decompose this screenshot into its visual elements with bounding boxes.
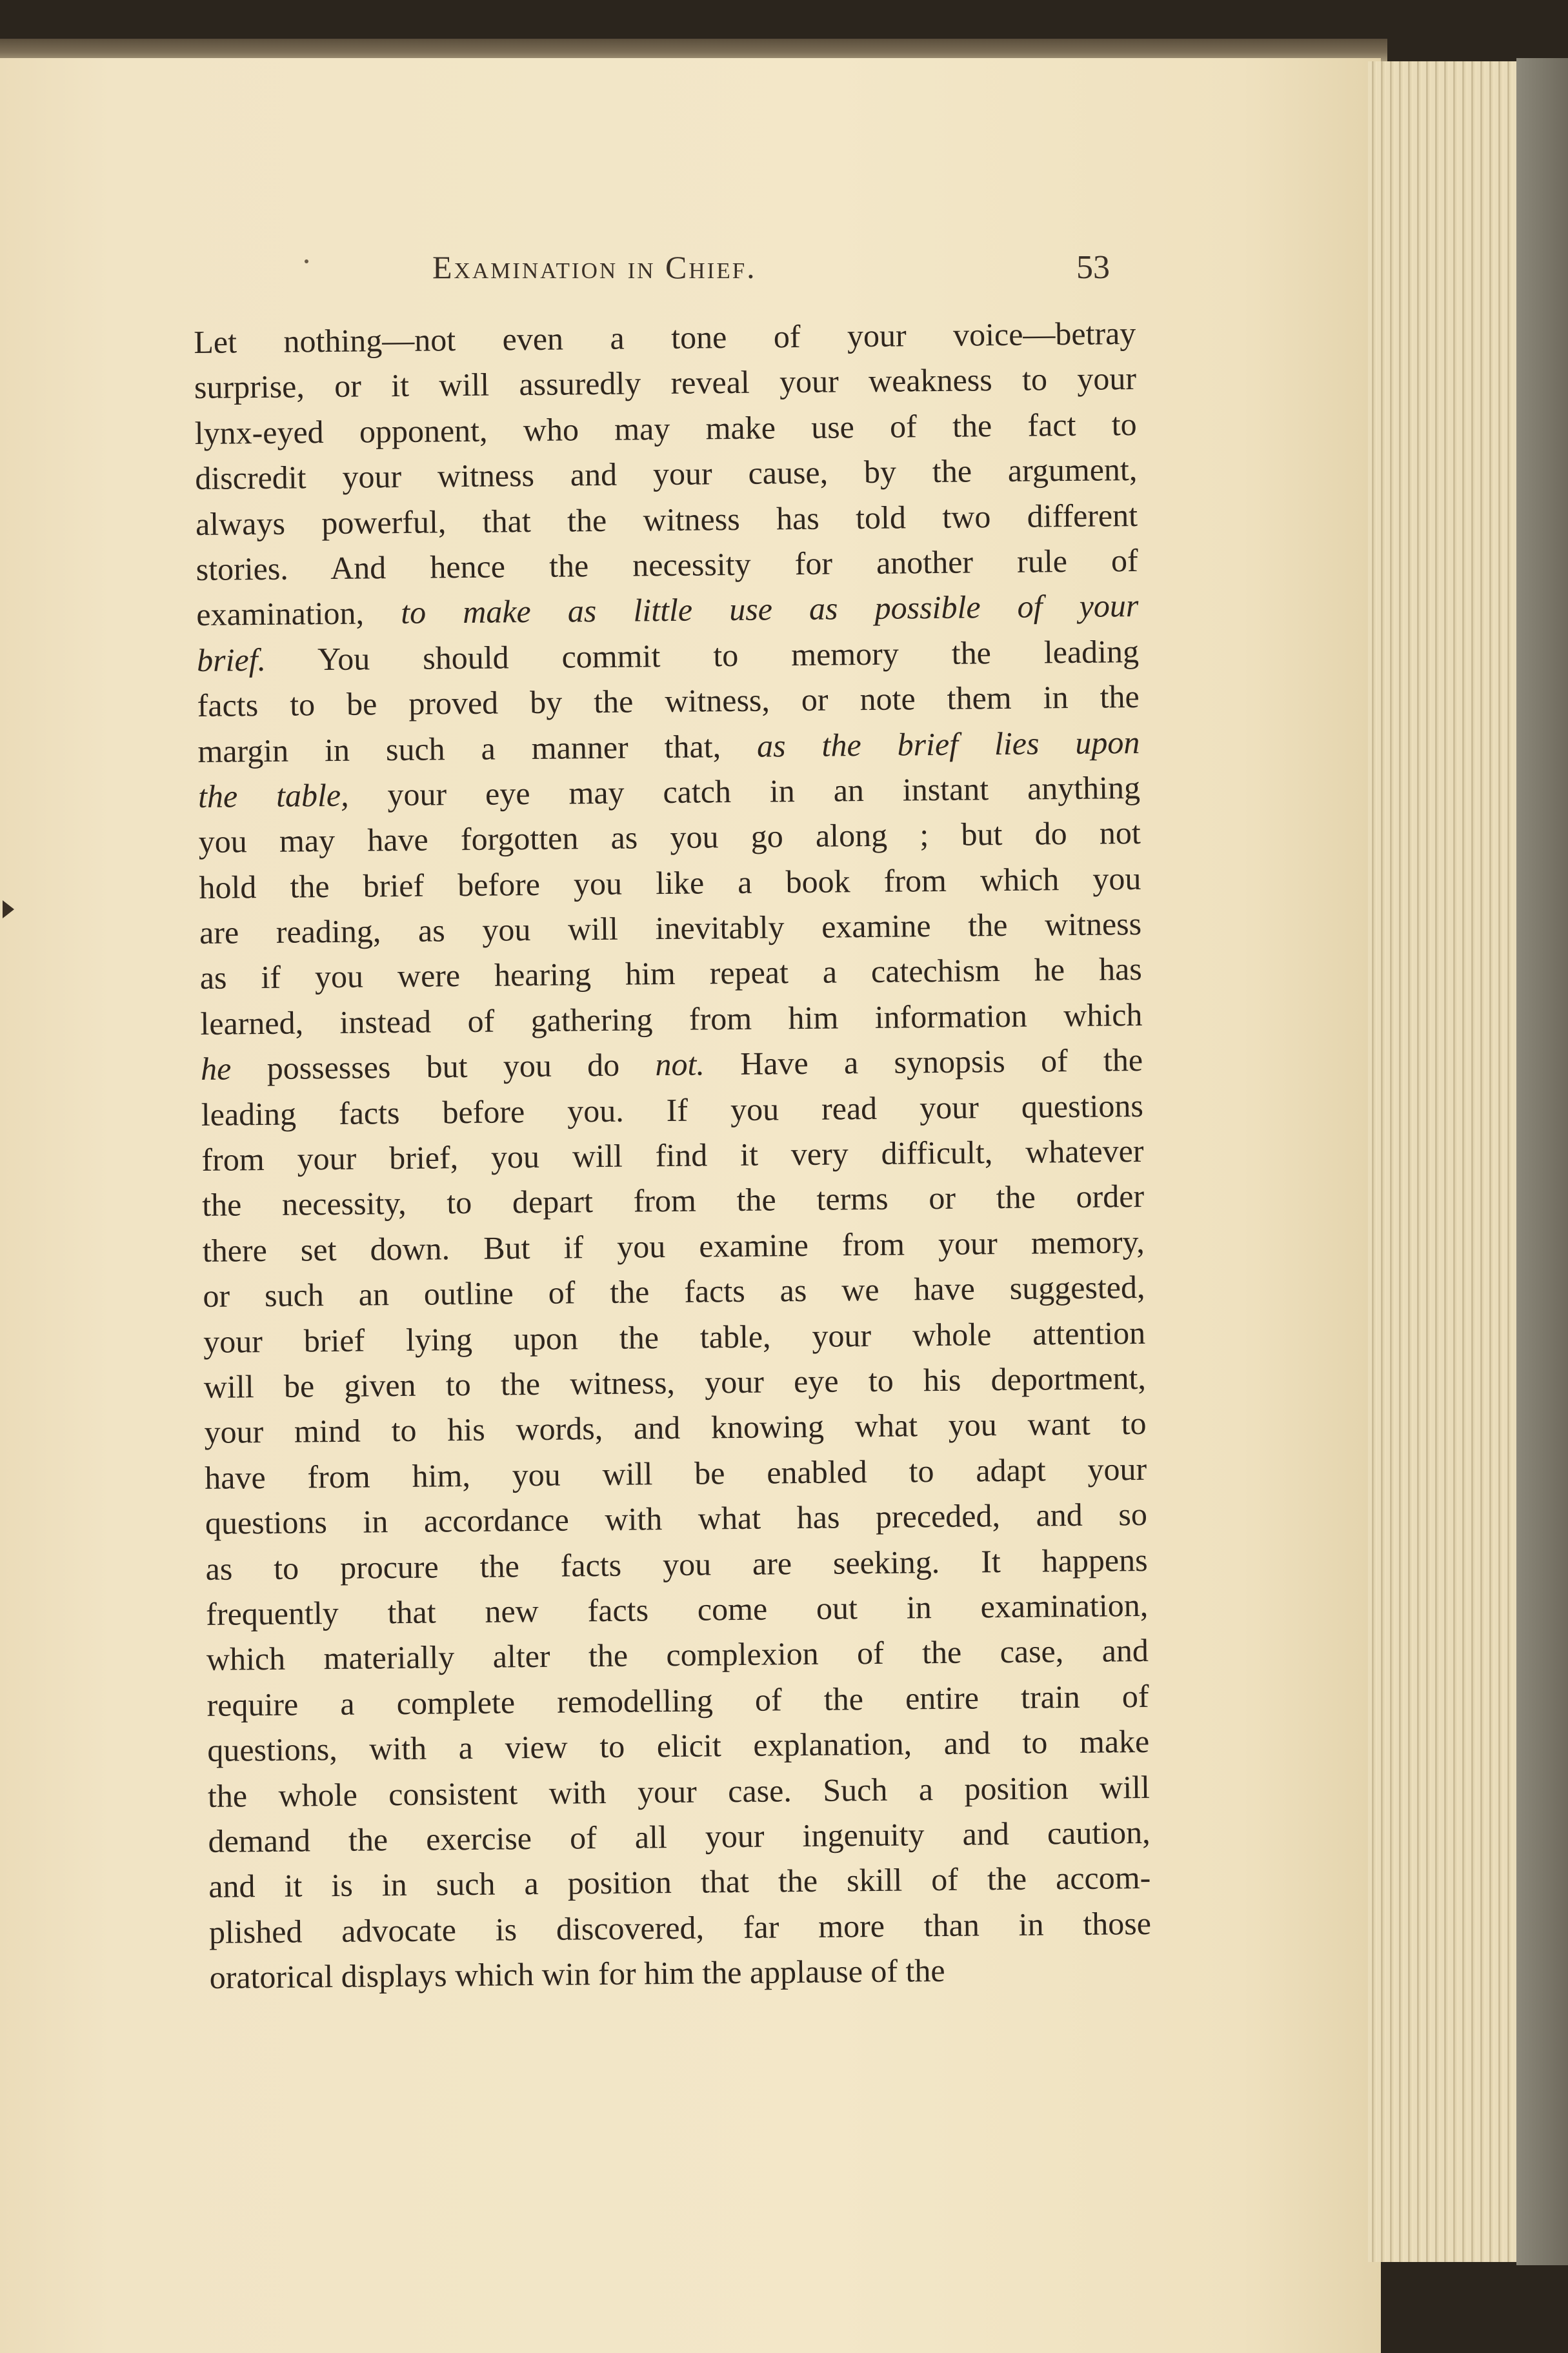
running-head: Examination in Chief.	[432, 249, 757, 285]
text-run: frequently that new facts come out in examination,	[205, 1586, 1149, 1632]
text-run: margin in such a manner that,	[197, 727, 758, 769]
body-text	[194, 310, 1152, 2000]
text-run: examination,	[196, 594, 401, 633]
text-run: or such an outline of the facts as we have suggested,	[203, 1269, 1145, 1315]
book-cover-edge	[1516, 58, 1568, 2265]
text-run: from your brief, you will find it very difficult, whatever	[201, 1132, 1144, 1178]
text-run: as if you were hearing him repeat a catechism he has	[199, 951, 1142, 996]
italic-text: to make as little use as possible of your	[400, 587, 1139, 631]
italic-text: the table,	[197, 776, 349, 814]
italic-text: he	[200, 1050, 232, 1087]
text-run: Let nothing—not even a tone of your voice—betray	[194, 314, 1136, 360]
text-run: the whole consistent with your case. Such a position will	[207, 1768, 1151, 1814]
text-run: will be given to the witness, your eye to his deportment,	[203, 1359, 1147, 1405]
text-run: your mind to his words, and knowing what you want to	[204, 1405, 1147, 1451]
text-run: and it is in such a position that the skill of the accom-	[208, 1859, 1151, 1905]
page-edges	[1368, 61, 1520, 2262]
text-line	[201, 1037, 1143, 1091]
text-line	[206, 1628, 1149, 1682]
text-run: stories. And hence the necessity for another rule of	[196, 541, 1138, 587]
text-run: questions in accordance with what has preceded, and so	[205, 1496, 1148, 1542]
text-run: your brief lying upon the table, your whole attention	[203, 1314, 1146, 1360]
text-run: your eye may catch in an instant anything	[348, 769, 1141, 813]
italic-text: brief.	[196, 641, 266, 678]
text-run: demand the exercise of all your ingenuity and caution,	[208, 1813, 1151, 1859]
text-run: as to procure the facts you are seeking. It happens	[205, 1541, 1148, 1587]
italic-text: not.	[655, 1045, 705, 1083]
page-header	[432, 248, 1110, 294]
text-run: which materially alter the complexion of the case, and	[206, 1632, 1149, 1678]
text-run: questions, with a view to elicit explanation, and to make	[207, 1722, 1150, 1769]
text-run: discredit your witness and your cause, by the argument,	[195, 451, 1138, 497]
text-run: you may have forgotten as you go along ; but do not	[198, 814, 1141, 860]
text-run: plished advocate is discovered, far more than in those	[208, 1904, 1152, 1950]
text-line	[198, 810, 1141, 864]
text-run: hold the brief before you like a book from which you	[199, 860, 1141, 905]
text-run: possesses but you do	[231, 1046, 656, 1087]
text-line	[195, 447, 1138, 501]
text-line	[209, 1901, 1152, 1955]
text-line	[207, 1719, 1150, 1773]
text-line	[203, 1264, 1145, 1318]
margin-arrow-icon	[3, 900, 14, 918]
italic-text: as the brief lies upon	[756, 723, 1140, 764]
text-run: facts to be proved by the witness, or note them in the	[197, 678, 1140, 724]
text-line	[209, 1946, 1152, 2000]
text-line	[197, 674, 1140, 728]
text-line	[205, 1491, 1148, 1546]
text-run: require a complete remodelling of the entire train of	[206, 1677, 1149, 1723]
text-run: lynx-eyed opponent, who may make use of the fact to	[194, 405, 1137, 451]
text-run: have from him, you will be enabled to adapt your	[204, 1450, 1147, 1496]
text-run: leading facts before you. If you read your questions	[201, 1087, 1144, 1133]
text-run: oratorical displays which win for him the applause of the	[209, 1952, 945, 1995]
text-run: there set down. But if you examine from your memory,	[202, 1223, 1145, 1269]
text-run: You should commit to memory the leading	[265, 632, 1140, 678]
text-run: learned, instead of gathering from him information which	[200, 996, 1143, 1042]
ink-speck	[305, 259, 308, 263]
text-line	[208, 1855, 1151, 1909]
page-number: 53	[1076, 249, 1110, 286]
text-run: always powerful, that the witness has told two different	[195, 496, 1138, 542]
text-run: Have a synopsis of the	[704, 1042, 1143, 1082]
text-run: are reading, as you will inevitably examine the witness	[199, 905, 1142, 951]
text-run: surprise, or it will assuredly reveal your weakness to your	[194, 360, 1137, 406]
text-run: the necessity, to depart from the terms or the order	[201, 1178, 1145, 1224]
